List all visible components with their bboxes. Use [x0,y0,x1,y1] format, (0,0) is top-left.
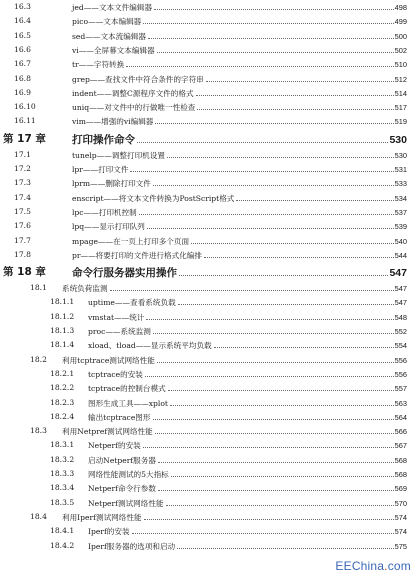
toc-dot-leader [132,524,394,534]
toc-entry-text: vmstat——统计 [88,312,145,322]
toc-entry-number: 17.6 [14,221,31,231]
toc-entry-title [72,14,407,29]
toc-page-number: 574 [394,527,407,537]
toc-entry-title [88,381,407,396]
toc-page-number: 534 [394,193,407,203]
toc-entry-title [72,248,407,263]
toc-entry-number: 16.6 [14,44,31,54]
toc-entry-row[interactable] [0,338,417,352]
toc-dot-leader [167,148,394,158]
toc-entry-text: tcptrace的控制台模式 [88,384,166,394]
toc-page-number: 547 [394,298,407,308]
toc-entry-title [72,114,407,129]
toc-entry-row[interactable] [0,510,417,524]
toc-entry-text: 输出tcptrace图形 [88,412,151,422]
toc-page-number: 539 [394,222,407,232]
toc-entry-title [88,524,407,539]
toc-dot-leader [145,367,394,377]
toc-entry-title [72,43,407,58]
toc-entry-text: grep——查找文件中符合条件的字符串 [72,74,204,84]
toc-dot-leader [153,410,394,420]
toc-entry-row[interactable] [0,100,417,114]
toc-entry-title [88,467,407,482]
toc-dot-leader [236,191,393,201]
toc-entry-row[interactable] [0,295,417,309]
toc-page-number: 531 [394,165,407,174]
toc-entry-number: 18.1.4 [50,340,75,350]
toc-entry-title [72,191,407,206]
toc-dot-leader [177,539,394,549]
toc-entry-title [72,100,407,115]
toc-entry-text: 利用Iperf测试网络性能 [62,512,142,522]
toc-entry-title [72,205,407,220]
toc-entry-row[interactable] [0,114,417,128]
toc-entry-number: 17.4 [14,192,31,202]
toc-dot-leader [147,219,394,229]
toc-entry-text: pr——将要打印的文件进行格式化编排 [72,250,202,260]
toc-dot-leader [196,86,394,96]
toc-entry-number: 17.3 [14,178,31,188]
toc-entry-number: 18.2.1 [50,368,75,378]
toc-entry-text: mpage——在一页上打印多个页面 [72,236,190,246]
toc-entry-text: sed——文本流编辑器 [72,31,147,41]
toc-dot-leader [146,310,393,320]
toc-entry-number: 18.3 [30,426,47,436]
toc-entry-number: 17.2 [14,164,31,173]
toc-entry-row[interactable] [0,367,417,381]
toc-entry-number: 18.2.3 [50,397,75,407]
toc-page-number: 537 [394,207,407,217]
toc-entry-number: 17.1 [14,149,31,159]
toc-page-number: 568 [394,455,407,465]
toc-entry-text: lpq——显示打印队列 [72,222,145,232]
toc-entry-title [62,510,407,525]
toc-entry-row[interactable] [0,57,417,71]
toc-dot-leader [153,176,394,186]
toc-entry-title [72,219,407,234]
toc-entry-title [72,148,407,163]
toc-entry-row[interactable] [0,148,417,162]
toc-entry-text: lprm——删除打印文件 [72,179,151,189]
toc-page-number: 510 [394,60,407,70]
toc-entry-row[interactable] [0,438,417,452]
toc-entry-number: 18.3.2 [50,454,75,464]
toc-page-number: 498 [394,3,407,12]
toc-entry-number: 18.1 [30,283,47,293]
toc-page-number: 563 [394,398,407,408]
toc-entry-number: 16.11 [14,116,36,126]
toc-dot-leader [144,510,394,520]
toc-entry-text: 利用tcptrace测试网络性能 [62,355,155,365]
toc-entry-title [72,0,407,15]
toc-entry-number: 17.8 [14,249,31,259]
toc-entry-title [72,86,407,101]
toc-dot-leader [206,72,394,82]
watermark-prefix: EEChina [335,559,385,573]
toc-entry-text: 系统负荷监测 [62,284,108,294]
toc-entry-number: 17.7 [14,235,31,245]
toc-entry-text: Iperf服务器的选项和启动 [88,541,176,551]
toc-entry-number: 18.3.5 [50,497,75,507]
toc-entry-row[interactable] [0,424,417,438]
toc-entry-text: tunelp——调整打印机设置 [72,150,165,160]
toc-dot-leader [197,100,393,110]
toc-page-number: 533 [394,179,407,189]
toc-entry-text: lpr——打印文件 [72,165,129,174]
toc-entry-title [72,29,407,44]
toc-chapter-row[interactable] [0,263,417,281]
toc-entry-text: 命令行服务器实用操作 [72,267,177,280]
toc-entry-text: Iperf的安装 [88,527,130,537]
toc-page-number: 568 [394,470,407,479]
toc-entry-row[interactable] [0,396,417,410]
toc-dot-leader [204,248,394,258]
toc-entry-text: vim——增强的vi编辑器 [72,117,154,127]
toc-entry-number: 17.5 [14,206,31,216]
watermark-suffix: com [387,559,411,573]
toc-dot-leader [170,396,394,406]
toc-dot-leader [155,424,394,434]
toc-entry-number: 第 18 章 [3,266,46,279]
toc-entry-title [72,72,407,87]
toc-entry-text: jed——文本文件编辑器 [72,3,153,12]
toc-entry-number: 16.10 [14,102,36,112]
toc-entry-number: 18.2.4 [50,411,75,421]
toc-dot-leader [178,295,394,305]
toc-dot-leader [168,381,394,391]
toc-page-number: 514 [394,88,407,98]
toc-entry-text: enscript——将文本文件转换为PostScript格式 [72,193,235,203]
toc-page-number: 564 [394,412,407,422]
toc-entry-number: 第 17 章 [3,132,46,145]
toc-entry-title [88,496,407,511]
toc-page-number: 530 [394,150,407,160]
toc-dot-leader [137,130,388,143]
toc-page-number: 566 [394,427,407,437]
toc-entry-row[interactable] [0,29,417,43]
toc-entry-row[interactable] [0,14,417,28]
site-watermark [335,559,411,573]
toc-page-number: 556 [394,369,407,379]
toc-entry-title [88,310,407,325]
toc-entry-number: 18.3.4 [50,483,75,493]
toc-entry-row[interactable] [0,324,417,338]
toc-entry-row[interactable] [0,496,417,510]
toc-entry-title [88,338,407,353]
toc-page-number: 548 [394,312,407,322]
toc-entry-number: 18.3.3 [50,469,75,478]
toc-entry-text: vi——全屏幕文本编辑器 [72,45,155,55]
toc-page-number: 544 [394,250,407,260]
toc-entry-text: Netperf的安装 [88,441,141,451]
toc-entry-text: uniq——对文件中的行做唯一性检查 [72,103,196,113]
toc-entry-title [88,410,407,425]
toc-entry-title [88,324,407,339]
toc-dot-leader [158,481,394,491]
toc-entry-text: 启动Netperf服务器 [88,455,156,465]
toc-entry-row[interactable] [0,467,417,481]
toc-page-number: 547 [394,284,407,294]
toc-entry-title [88,539,407,554]
toc-entry-text: pico——文本编辑器 [72,17,142,27]
toc-page-number: 552 [394,327,407,336]
toc-page-number: 567 [394,441,407,451]
toc-entry-number: 18.4.1 [50,526,75,536]
toc-entry-title [88,367,407,382]
watermark-dot: . [384,559,388,573]
toc-entry-title [62,353,407,368]
toc-dot-leader [171,467,394,477]
toc-entry-title [88,438,407,453]
toc-dot-leader [157,353,394,363]
toc-entry-row[interactable] [0,0,417,14]
toc-entry-row[interactable] [0,381,417,395]
toc-page-number: 519 [394,117,407,127]
toc-dot-leader [191,234,394,244]
toc-page-number: 540 [394,236,407,246]
toc-entry-title [62,281,407,296]
toc-entry-number: 18.4.2 [50,540,75,550]
toc-entry-number: 16.7 [14,59,31,69]
toc-entry-text: 打印操作命令 [72,133,135,146]
toc-entry-row[interactable] [0,43,417,57]
toc-entry-row[interactable] [0,86,417,100]
toc-entry-row[interactable] [0,453,417,467]
toc-page-number: 575 [394,541,407,551]
toc-entry-text: xload、tload——显示系统平均负载 [88,341,212,351]
toc-entry-row[interactable] [0,176,417,190]
toc-entry-text: tcptrace的安装 [88,369,143,379]
toc-entry-text: Netperf命令行参数 [88,484,156,494]
toc-dot-leader [155,114,393,124]
toc-entry-number: 16.5 [14,30,31,40]
toc-page-number: 547 [389,267,407,280]
toc-entry-text: indent——调整C源程序文件的格式 [72,88,194,98]
toc-entry-text: 利用Netpref测试网络性能 [62,427,153,437]
toc-entry-row[interactable] [0,353,417,367]
toc-page-number: 570 [394,498,407,508]
toc-entry-number: 16.8 [14,73,31,83]
toc-dot-leader [143,438,394,448]
toc-entry-title [72,263,407,282]
toc-page-number: 502 [394,45,407,55]
toc-page-number: 554 [394,341,407,351]
toc-entry-number: 18.1.2 [50,311,75,321]
toc-dot-leader [154,0,394,10]
toc-dot-leader [148,29,394,39]
toc-entry-row[interactable] [0,72,417,86]
toc-entry-row[interactable] [0,281,417,295]
toc-entry-title [72,162,407,177]
toc-entry-number: 16.4 [14,16,31,26]
toc-dot-leader [179,263,388,276]
toc-entry-row[interactable] [0,219,417,233]
toc-page-number: 517 [394,103,407,113]
toc-dot-leader [214,338,394,348]
toc-entry-number: 18.1.3 [50,326,75,335]
toc-entry-row[interactable] [0,234,417,248]
toc-page-number: 574 [394,512,407,522]
toc-dot-leader [158,453,394,463]
toc-entry-number: 16.3 [14,2,31,11]
toc-page-number: 500 [394,31,407,41]
toc-chapter-row[interactable] [0,130,417,148]
toc-page-number: 557 [394,384,407,394]
toc-entry-text: lpc——打印机控制 [72,207,137,217]
toc-entry-number: 18.2 [30,354,47,364]
toc-entry-number: 16.9 [14,87,31,97]
toc-entry-title [88,481,407,496]
toc-entry-text: 网络性能测试的5大指标 [88,470,169,479]
toc-entry-row[interactable] [0,310,417,324]
toc-dot-leader [166,496,394,506]
toc-entry-title [72,57,407,72]
toc-entry-text: 图形生成工具——xplot [88,398,168,408]
toc-entry-number: 18.2.2 [50,383,75,393]
toc-dot-leader [126,57,393,67]
toc-entry-row[interactable] [0,410,417,424]
toc-entry-row[interactable] [0,205,417,219]
toc-entry-row[interactable] [0,162,417,176]
toc-dot-leader [143,14,393,24]
toc-entry-title [88,295,407,310]
toc-entry-number: 18.1.1 [50,297,75,307]
toc-dot-leader [157,43,394,53]
toc-entry-row[interactable] [0,524,417,538]
toc-entry-row[interactable] [0,191,417,205]
toc-entry-text: proc——系统监测 [88,327,151,336]
toc-entry-title [88,396,407,411]
toc-page-number: 556 [394,355,407,365]
toc-entry-text: uptime——查看系统负载 [88,298,176,308]
toc-dot-leader [153,324,394,334]
toc-entry-title [72,176,407,191]
toc-page-number: 499 [394,17,407,27]
toc-dot-leader [139,205,394,215]
toc-dot-leader [130,162,393,172]
toc-entry-number: 18.3.1 [50,440,75,450]
toc-entry-number: 18.4 [30,511,47,521]
toc-dot-leader [110,281,394,291]
toc-entry-title [72,130,407,149]
toc-entry-text: tr——字符转换 [72,60,125,70]
toc-entry-row[interactable] [0,481,417,495]
toc-entry-title [88,453,407,468]
toc-entry-row[interactable] [0,248,417,262]
toc-page-number: 512 [394,74,407,84]
toc-entry-text: Netperf测试网络性能 [88,498,164,508]
toc-page-number: 530 [389,133,407,146]
toc-entry-title [62,424,407,439]
toc-page-number: 569 [394,484,407,494]
toc-entry-row[interactable] [0,539,417,553]
toc-entry-title [72,234,407,249]
